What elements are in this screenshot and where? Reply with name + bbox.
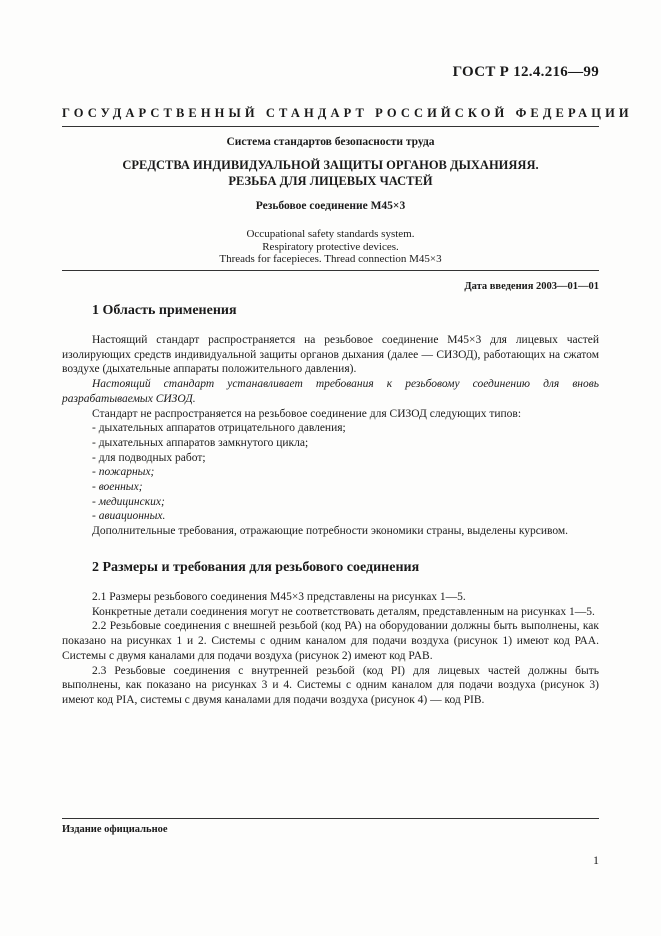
document-code: ГОСТ Р 12.4.216—99 (452, 64, 599, 80)
system-title: Система стандартов безопасности труда (226, 136, 435, 148)
page-number: 1 (593, 853, 599, 867)
section-2-paragraph-1: 2.1 Размеры резьбового соединения М45×3 представлены на рисунках 1—5. (92, 591, 466, 603)
list-item: - военных; (92, 481, 143, 494)
footer-rule (62, 818, 599, 819)
section-2-paragraph-4: 2.3 Резьбовые соединения с внутренней резьбой (код PI) для лицевых частей должны быть выполнены, как показано на рисунках 3 и 4. Системы с одним каналом для подачи воздуха (рисунок 3) имеют код PIA, системы с двумя каналами для подачи воздуха (рисунок 4) — код PIB. (62, 664, 599, 706)
list-item: - дыхательных аппаратов замкнутого цикла; (92, 436, 309, 449)
section-1-paragraph-4: Дополнительные требования, отражающие потребности экономики страны, выделены курсивом. (92, 525, 569, 538)
official-edition-note: Издание официальное (62, 824, 168, 835)
english-title-line-3: Threads for facepieces. Thread connection M45×3 (219, 253, 442, 265)
list-item: - авиационных. (92, 510, 166, 523)
list-item: - медицинских; (92, 495, 165, 508)
english-title-line-1: Occupational safety standards system. (246, 228, 415, 240)
english-title (62, 228, 599, 266)
section-2-paragraph-3: 2.2 Резьбовые соединения с внешней резьбой (код РА) на оборудовании должны быть выполнены, как показано на рисунках 1 и 2. Системы с одним каналом для подачи воздуха (рисунок 1) имеют код РАА. Системы с двумя каналами для подачи воздуха (рисунок 2) имеют код PAB. (62, 620, 599, 662)
section-1-paragraph-2: Настоящий стандарт устанавливает требования к резьбовому соединению для вновь разрабатываемых СИЗОД. (62, 378, 599, 405)
section-2-heading: 2 Размеры и требования для резьбового соединения (92, 560, 420, 575)
section-1-paragraph-1: Настоящий стандарт распространяется на резьбовое соединение М45×3 для лицевых частей изолирующих средств индивидуальной защиты органов дыхания (далее — СИЗОД), работающих на сжатом воздухе (дыхательные аппараты положительного давления). (62, 334, 599, 376)
list-item: - пожарных; (92, 466, 155, 479)
english-title-line-2: Respiratory protective devices. (262, 240, 399, 253)
main-title (62, 157, 599, 189)
section-1-paragraph-3: Стандарт не распространяется на резьбовое соединение для СИЗОД следующих типов: (92, 407, 522, 420)
main-title-line-2: РЕЗЬБА ДЛЯ ЛИЦЕВЫХ ЧАСТЕЙ (228, 174, 433, 188)
introduction-date: Дата введения 2003—01—01 (464, 281, 599, 292)
header-rule-top (62, 126, 599, 127)
list-item: - для подводных работ; (92, 451, 206, 464)
header-rule-bottom (62, 270, 599, 271)
section-2-body (62, 590, 599, 708)
state-standard-banner: ГОСУДАРСТВЕННЫЙ СТАНДАРТ РОССИЙСКОЙ ФЕДЕРАЦИИ (62, 106, 633, 120)
section-1-body (62, 333, 599, 539)
subtitle: Резьбовое соединение М45×3 (255, 200, 406, 212)
list-item: - дыхательных аппаратов отрицательного давления; (92, 422, 346, 435)
section-1-heading: 1 Область применения (92, 303, 237, 318)
section-2-paragraph-2: Конкретные детали соединения могут не соответствовать деталям, представленным на рисунках 1—5. (92, 605, 595, 618)
main-title-line-1: СРЕДСТВА ИНДИВИДУАЛЬНОЙ ЗАЩИТЫ ОРГАНОВ ДЫХАНИЯЯЯ. (122, 158, 539, 172)
